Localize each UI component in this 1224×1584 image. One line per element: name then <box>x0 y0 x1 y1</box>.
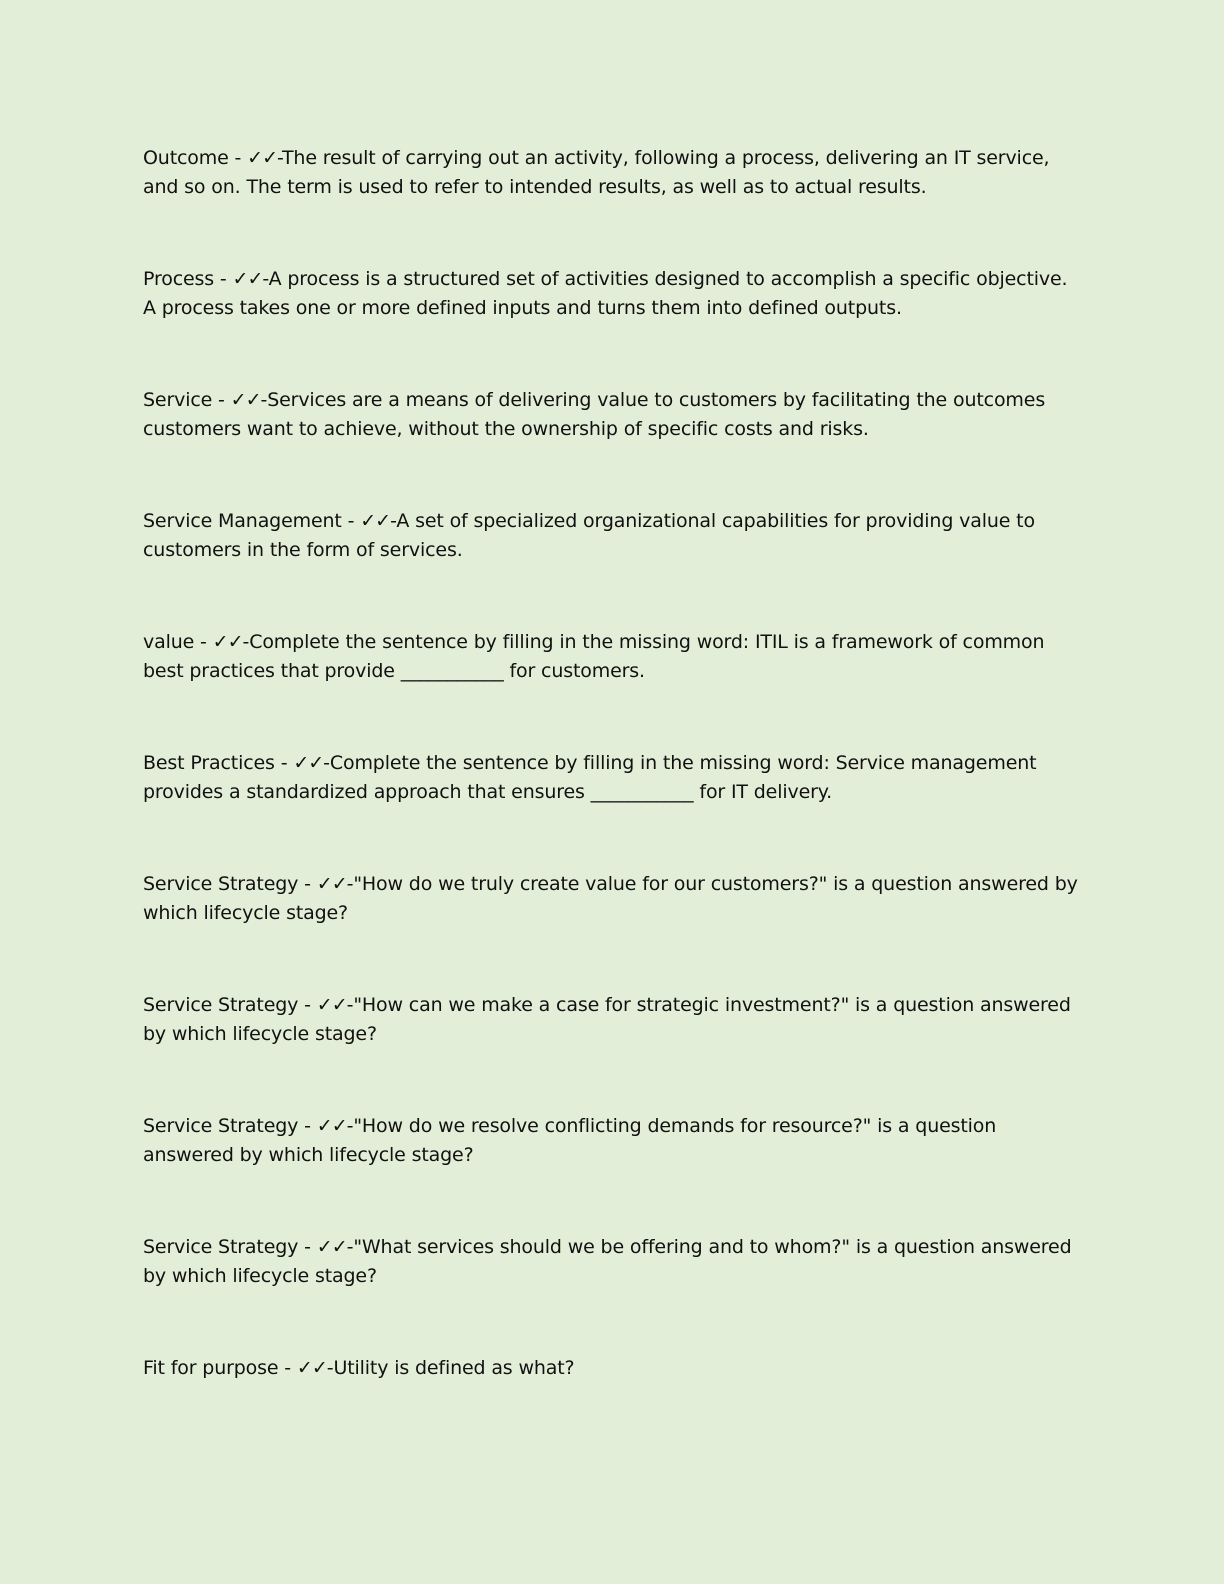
entry-definition: -Utility is defined as what? <box>326 1357 575 1379</box>
entry-separator: - <box>214 268 233 290</box>
entry-service-management <box>143 507 1078 565</box>
entry-separator: - <box>278 1357 297 1379</box>
check-marks-icon: ✓✓ <box>360 510 391 532</box>
entry-service-strategy-4 <box>143 1233 1078 1291</box>
entry-process <box>143 265 1078 323</box>
entry-definition: -Complete the sentence by filling in the missing word: ITIL is a framework of common best practices that provide ___________ for customers. <box>143 631 1045 682</box>
entry-definition: -Complete the sentence by filling in the missing word: Service management provides a standardized approach that ensures ___________ for IT delivery. <box>143 752 1037 803</box>
entry-value <box>143 628 1078 686</box>
entry-separator: - <box>298 994 317 1016</box>
document-page <box>143 144 1078 1446</box>
entry-term: Service Strategy <box>143 873 299 895</box>
check-marks-icon: ✓✓ <box>316 1236 347 1258</box>
check-marks-icon: ✓✓ <box>247 147 278 169</box>
entry-separator: - <box>341 510 361 532</box>
entry-separator: - <box>194 631 213 653</box>
entry-term: Service Management <box>143 510 342 532</box>
check-marks-icon: ✓✓ <box>316 873 347 895</box>
entry-term: Service Strategy <box>143 1115 299 1137</box>
entry-separator: - <box>298 1236 317 1258</box>
entry-outcome <box>143 144 1078 202</box>
entry-term: Service <box>143 389 213 411</box>
check-marks-icon: ✓✓ <box>230 389 261 411</box>
entry-fit-for-purpose <box>143 1354 1078 1383</box>
entry-separator: - <box>274 752 294 774</box>
check-marks-icon: ✓✓ <box>293 752 324 774</box>
entry-definition: -"How do we resolve conflicting demands for resource?" is a question answered by which lifecycle stage? <box>143 1115 997 1166</box>
entry-definition: -"How do we truly create value for our customers?" is a question answered by which lifecycle stage? <box>143 873 1078 924</box>
entry-separator: - <box>298 1115 317 1137</box>
entry-service-strategy-1 <box>143 870 1078 928</box>
entry-definition: -A set of specialized organizational capabilities for providing value to customers in the form of services. <box>143 510 1035 561</box>
entry-definition: -The result of carrying out an activity, following a process, delivering an IT service, and so on. The term is used to refer to intended results, as well as to actual results. <box>143 147 1050 198</box>
check-marks-icon: ✓✓ <box>316 1115 347 1137</box>
entry-service-strategy-3 <box>143 1112 1078 1170</box>
entry-term: Best Practices <box>143 752 275 774</box>
entry-best-practices <box>143 749 1078 807</box>
entry-term: Service Strategy <box>143 994 299 1016</box>
entry-service <box>143 386 1078 444</box>
entry-definition: -"How can we make a case for strategic investment?" is a question answered by which lifecycle stage? <box>143 994 1071 1045</box>
entry-definition: -A process is a structured set of activities designed to accomplish a specific objective. A process takes one or more defined inputs and turns them into defined outputs. <box>143 268 1068 319</box>
check-marks-icon: ✓✓ <box>232 268 263 290</box>
check-marks-icon: ✓✓ <box>212 631 243 653</box>
check-marks-icon: ✓✓ <box>296 1357 327 1379</box>
entry-separator: - <box>212 389 231 411</box>
entry-term: Process <box>143 268 215 290</box>
entry-term: value <box>143 631 195 653</box>
entry-service-strategy-2 <box>143 991 1078 1049</box>
entry-term: Outcome <box>143 147 229 169</box>
check-marks-icon: ✓✓ <box>316 994 347 1016</box>
entry-definition: -Services are a means of delivering value to customers by facilitating the outcomes customers want to achieve, without the ownership of specific costs and risks. <box>143 389 1046 440</box>
entry-separator: - <box>298 873 317 895</box>
entry-separator: - <box>228 147 248 169</box>
entry-definition: -"What services should we be offering and to whom?" is a question answered by which lifecycle stage? <box>143 1236 1072 1287</box>
entry-term: Fit for purpose <box>143 1357 279 1379</box>
entry-term: Service Strategy <box>143 1236 299 1258</box>
